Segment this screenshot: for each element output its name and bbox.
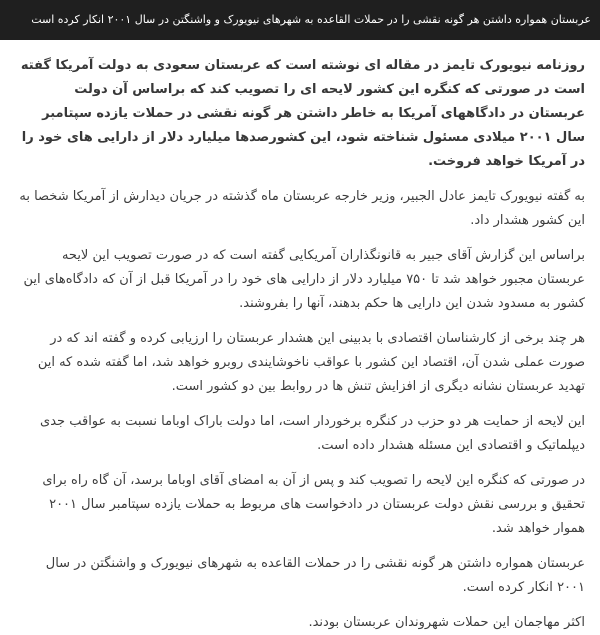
article-paragraph: براساس این گزارش آقای جبیر به قانونگذاران آمریکایی گفته است که در صورت تصویب این لایحه عربستان مجبور خواهد شد تا ۷۵۰ میلیارد دلار از دارایی های خود را در آمریکا قبل از آن که دادگاه‌های این کشور به مسدود شدن این دارایی ها حکم بدهند، آنها را بفروشند. [23, 248, 585, 311]
headline-text: عربستان همواره داشتن هر گونه نقشی را در حملات القاعده به شهرهای نیویورک و واشنگتن در سال ۲۰۰۱ انکار کرده است [31, 13, 591, 26]
article-paragraph: به گفته نیویورک تایمز عادل الجبیر، وزیر خارجه عربستان ماه گذشته در جریان دیدارش از آمریکا شخصا به این کشور هشدار داد. [19, 189, 585, 228]
article-paragraph: اکثر مهاجمان این حملات شهروندان عربستان بودند. [308, 615, 585, 630]
article-body [0, 40, 600, 635]
article-paragraph: در صورتی که کنگره این لایحه را تصویب کند و پس از آن به امضای آقای اوباما برسد، آن گاه راه برای تحقیق و بررسی نقش دولت عربستان در دادخواست های مربوط به حملات یازده سپتامبر سال ۲۰۰۱ هموار خواهد شد. [42, 473, 585, 536]
article-paragraph: این لایحه از حمایت هر دو حزب در کنگره برخوردار است، اما دولت باراک اوباما نسبت به عواقب جدی دیپلماتیک و اقتصادی این مسئله هشدار داده است. [40, 414, 585, 453]
article-paragraph: عربستان همواره داشتن هر گونه نقشی را در حملات القاعده به شهرهای نیویورک و واشنگتن در سال ۲۰۰۱ انکار کرده است. [45, 556, 585, 595]
headline-bar [0, 0, 600, 40]
article-paragraph-lead: روزنامه نیویورک تایمز در مقاله ای نوشته است که عربستان سعودی به دولت آمریکا گفته است در صورتی که کنگره این کشور لایحه ای را تصویب کند که براساس آن دولت عربستان در دادگاههای آمریکا به خاطر داشتن هر گونه نقشی در حملات یازده سپتامبر سال ۲۰۰۱ میلادی مسئول شناخته شود، این کشورصدها میلیارد دلار از دارایی های خود را در آمریکا خواهد فروخت. [20, 58, 585, 169]
article-paragraph: هر چند برخی از کارشناسان اقتصادی با بدبینی این هشدار عربستان را ارزیابی کرده و گفته اند که در صورت عملی شدن آن، اقتصاد این کشور با عواقب ناخوشایندی روبرو خواهد شد، اما گفته شده که این تهدید عربستان نشانه دیگری از افزایش تنش ها در روابط بین دو کشور است. [37, 331, 585, 394]
